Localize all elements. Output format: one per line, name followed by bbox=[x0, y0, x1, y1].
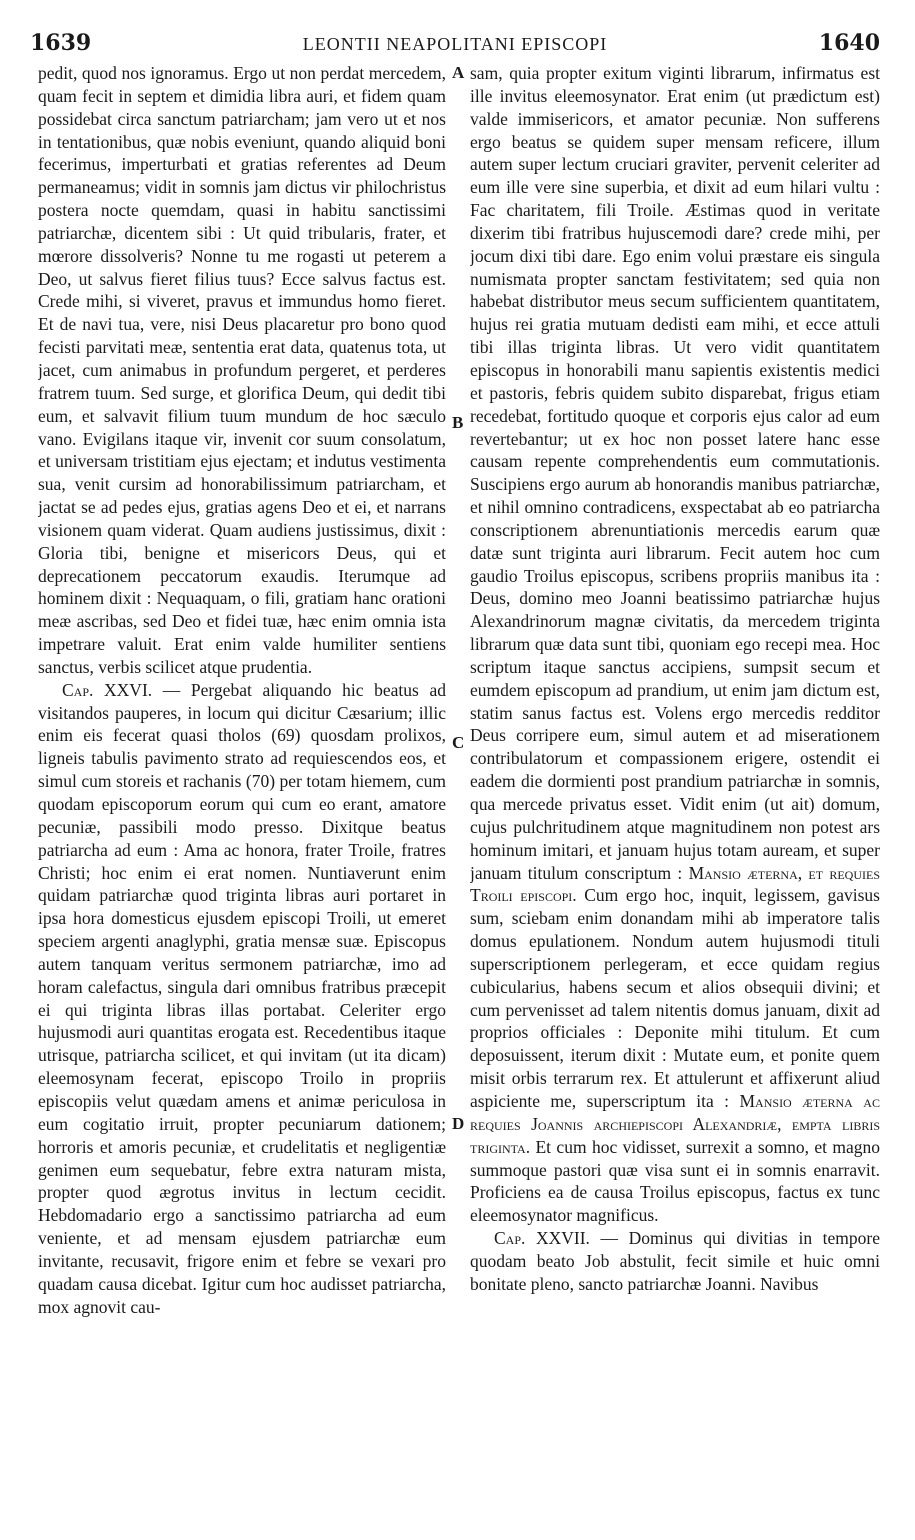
margin-marker-c: C bbox=[452, 733, 465, 752]
margin-marker-b: B bbox=[452, 413, 464, 432]
paragraph bbox=[470, 62, 880, 1227]
left-column bbox=[38, 62, 446, 1462]
inscription-text: Mansio æterna, et requies Troili episcopi. bbox=[470, 862, 880, 906]
chapter-paragraph bbox=[470, 1227, 880, 1296]
running-header bbox=[30, 30, 880, 60]
right-column bbox=[470, 62, 880, 1462]
chapter-label: Cap. bbox=[62, 679, 94, 700]
margin-marker-a: A bbox=[452, 63, 465, 82]
text-segment: Cum ergo hoc, inquit, legissem, gavisus sum, sciebam enim donandam mihi ab imperatore talis domus epulationem. Nondum autem hujusmodi tituli superscriptionem perlegeram, et ecce quidam regius cubicularius, habens secum et alios obsequii divini; et cum pervenisset ad talem nitentis domus januam, dixit ad proprios officiales : Deponite mihi titulum. Et cum deposuissent, iterum dixit : Mutate eum, et ponite quem misit orbis terrarum rex. Et attulerunt et affixerunt aliud aspiciente me, superscriptum ita : bbox=[470, 885, 880, 1111]
running-title: LEONTII NEAPOLITANI EPISCOPI bbox=[302, 34, 608, 54]
chapter-label: Cap. bbox=[494, 1228, 526, 1249]
text-segment: Et cum hoc vidisset, surrexit a somno, et magno summoque pastori quæ visa sunt ei in somnis enarravit. Proficiens ea de causa Troilus episcopus, factus ex tunc eleemosynator magnificus. bbox=[470, 1136, 880, 1226]
margin-marker-d: D bbox=[452, 1114, 465, 1133]
paragraph: pedit, quod nos ignoramus. Ergo ut non perdat mercedem, quam fecit in septem et dimidia libra auri, et fidem quam possidebat circa sanctum patriarcham; jam vero ut et nos in tentationibus, quæ nobis eveniunt, quando aliquid boni fecerimus, imperturbati et gratias referentes ad Deum permaneamus; vidit in somnis jam dictus vir philochristus postera nocte quemdam, quasi in habitu sanctissimi patriarchæ, dicentem sibi : Ut quid tribularis, frater, et mœrore dissolveris? Nonne tu me rogasti ut peterem a Deo, ut salvus fieret filius tuus? Ecce salvus factus est. Crede mihi, si viveret, pravus et immundus homo fieret. Et de navi tua, vere, nisi Deus placaretur pro bono quod fecisti parvitati meæ, sententia erat data, quatenus tota, ut jacet, cum animabus in profundum pergeret, et perderes fratrem tuum. Sed surge, et glorifica Deum, qui dedit tibi eum, et salvavit filium tuum mundum de hoc sæculo vano. Evigilans itaque vir, invenit cor suum consolatum, et universam tristitiam ejus ejectam; et indutus vestimenta sua, venit cursim ad honorabilissimum patriarcham, et jactat se ad pedes ejus, gratias agens Deo et ei, et narrans visionem quam viderat. Quam audiens justissimus, dixit : Gloria tibi, benigne et misericors Deus, qui et deprecationem peccatorum exaudis. Iterumque ad hominem dixit : Nequaquam, o fili, gratiam hanc orationi meæ ascribas, sed Deo et fidei tuæ, hæc enim omnia ista impetrare valuit. Erat enim valde humiliter sentiens sanctus, verbis scilicet atque prudentia. bbox=[38, 63, 446, 677]
chapter-paragraph bbox=[38, 679, 446, 1319]
page-number-left: 1639 bbox=[30, 30, 92, 56]
text-segment: sam, quia propter exitum viginti librarum, infirmatus est ille invitus eleemosynator. Erat enim (ut prædictum est) valde immisericors, et amator pecuniæ. Non sufferens ergo beatus se quidem super mensam reficere, illum autem super lectum cruciari graviter, pervenit celeriter ad eum ille vere sine superbia, et dixit ad eum hilari vultu : Fac charitatem, fili Troile. Æstimas quod in veritate dixerim tibi fratribus hujuscemodi dare? crede mihi, per jocum dixi tibi dare. Ego enim volui præstare eis singula numismata propter sanctam festivitatem; sed quia non habebat distributor meus secum sufficientem quantitatem, hujus rei gratia mutuam dedisti eam mihi, et ecce attuli tibi illas triginta libras. Ut vero vidit quantitatem episcopus in honorabili manu sapientis existentis medici et pastoris, febris quidem subito disparebat, frigus etiam recedebat, fortitudo quoque et corporis ejus calor ad eum revertebantur; ut ex hoc non posset latere hanc esse causam repente comprehendentis eum commutationis. Suscipiens ergo aurum ab honorandis manibus patriarchæ, et nihil omnino contradicens, exspectabat ab eo patriarcha conscriptionem abrenuntiationis mercedis earum quæ datæ sunt triginta auri librarum. Fecit autem hoc cum gaudio Troilus episcopus, scribens propriis manibus ita : Deus, domino meo Joanni beatissimo patriarchæ hujus Alexandrinorum magnæ civitatis, da mercedem triginta librarum quæ data sunt tibi, quoniam ego recepi mea. Hoc scriptum itaque sanctus accipiens, sumpsit secum et eumdem episcopum ad prandium, ut enim jam dictum est, statim sanus factus est. Volens ergo mercedis redditor Deus corripere eum, simul autem et ad miserationem contribulatorum et compassionem erigere, ostendit ei eadem die dormienti post prandium patriarchæ in somnis, qua mercede privatus esset. Vidit enim (ut ait) domum, cujus pulchritudinem atque magnitudinem non potest ars hominum imitari, et januam hujus totam auream, et super januam titulum conscriptum : bbox=[470, 63, 880, 883]
inscription-text: Mansio æterna ac requies Joannis archiepiscopi Alexandriæ, empta libris triginta. bbox=[470, 1090, 880, 1157]
chapter-text: XXVII. — Dominus qui divitias in tempore quodam beato Job abstulit, fecit simile et huic omni bonitate pleno, sancto patriarchæ Joanni. Navibus bbox=[470, 1228, 880, 1294]
chapter-text: XXVI. — Pergebat aliquando hic beatus ad visitandos pauperes, in locum qui dicitur Cæsarium; illic enim eis fecerat quasi tholos (69) quosdam prolixos, ligneis tabulis pavimento strato ad requiescendos eos, et simul cum storeis et rachanis (70) per totam hiemem, cum quodam episcoporum eorum qui cum eo erant, amatore pecuniæ, passibili modo presso. Dixitque beatus patriarcha ad eum : Ama ac honora, frater Troile, fratres Christi; hoc enim ei erat nomen. Nuntiaverunt enim quidam patriarchæ quod triginta libras auri portaret in ipsa hora domesticus ejusdem episcopi Troili, ut emeret speciem argenti anaglyphi, gratia mensæ suæ. Episcopus autem tanquam veritus sermonem patriarchæ, imo ad horam calefactus, singula dari omnibus fratribus præcepit ei qui triginta libras illas portabat. Celeriter ergo hujusmodi auri quantitas erogata est. Recedentibus itaque utrisque, patriarcha scilicet, et qui invitam (ut ita dicam) eleemosynam fecerat, episcopo Troilo in propriis episcopiis velut quædam amens et animæ periculosa in eum cogitatio irruit, propter pecuniarum dationem; horroris et amoris pecuniæ, et crudelitatis et negligentiæ genimen eum sequebatur, febre extra naturam mista, propter quod ægrotus invitus in lectum cecidit. Hebdomadario ergo a sanctissimo patriarcha ad eum veniente, et ad mensam ejusdem patriarchæ eum invitante, recusavit, frigore enim et febre se vexari pro quadam causa dicebat. Igitur cum hoc audisset patriarcha, mox agnovit cau- bbox=[38, 679, 446, 1317]
page-number-right: 1640 bbox=[818, 30, 880, 56]
